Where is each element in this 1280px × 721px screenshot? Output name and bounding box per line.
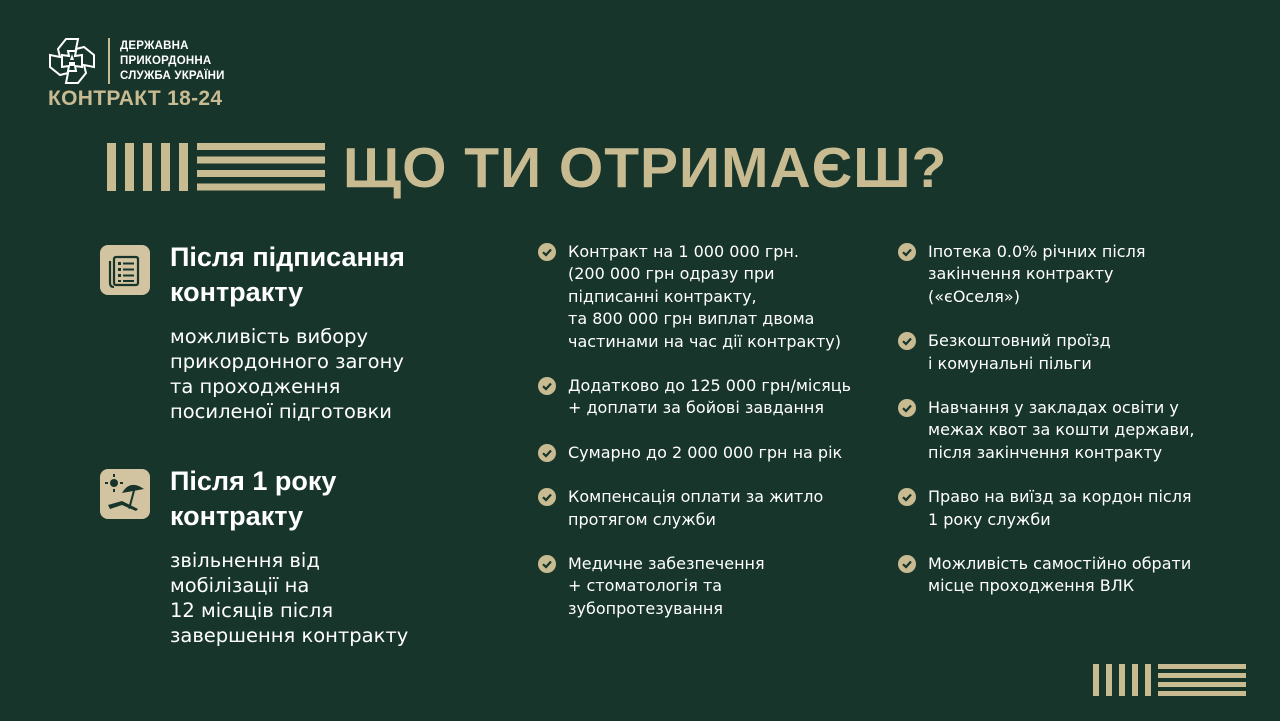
check-circle-icon [898, 243, 916, 261]
footer-horizontal-stripes-icon [1158, 664, 1246, 696]
benefit-line: і комунальні пільги [928, 353, 1092, 373]
feature-icon-box [100, 469, 150, 519]
feature-heading [170, 464, 336, 534]
feature-heading [170, 240, 405, 310]
benefit-line: протягом служби [568, 509, 716, 529]
feature-text-line: звільнення від [170, 549, 320, 572]
benefit-item [538, 375, 878, 420]
feature-text-line: 12 місяців після [170, 599, 334, 622]
feature-heading-line: контракту [170, 501, 304, 531]
org-name-line: СЛУЖБА УКРАЇНИ [120, 70, 225, 82]
check-circle-icon [898, 555, 916, 573]
feature-description [170, 548, 408, 648]
feature-text-line: завершення контракту [170, 624, 409, 647]
benefit-line: (200 000 грн одразу при [568, 264, 775, 284]
check-circle-icon [538, 377, 556, 395]
benefit-line: після закінчення контракту [928, 442, 1163, 462]
feature-text-line: посиленої підготовки [170, 400, 392, 423]
benefit-line: зубопротезування [568, 598, 723, 618]
benefit-line: Навчання у закладах освіти у [928, 398, 1179, 418]
benefit-item [898, 397, 1248, 464]
benefit-line: («єОселя») [928, 286, 1020, 306]
feature-text-line: та проходження [170, 375, 341, 398]
check-circle-icon [898, 488, 916, 506]
benefit-item [898, 553, 1248, 598]
check-circle-icon [898, 399, 916, 417]
benefit-item [538, 241, 878, 353]
benefit-line: Сумарно до 2 000 000 грн на рік [568, 442, 843, 462]
logo-divider [108, 38, 110, 84]
check-circle-icon [538, 488, 556, 506]
benefit-line: частинами на час дії контракту) [568, 331, 842, 351]
document-list-icon [100, 245, 150, 295]
page-title: ЩО ТИ ОТРИМАЄШ? [343, 136, 948, 200]
benefit-line: закінчення контракту [928, 264, 1114, 284]
feature-description [170, 324, 404, 424]
benefit-line: + доплати за бойові завдання [568, 398, 824, 418]
vertical-stripes-icon [107, 143, 189, 191]
benefit-line: підписанні контракту, [568, 286, 757, 306]
check-circle-icon [538, 555, 556, 573]
beach-umbrella-sun-icon [100, 469, 150, 519]
benefit-line: Контракт на 1 000 000 грн. [568, 242, 799, 261]
organization-name [120, 39, 280, 84]
feature-text-line: можливість вибору [170, 325, 369, 348]
benefit-line: 1 року служби [928, 509, 1051, 529]
contract-tag: КОНТРАКТ 18-24 [48, 87, 223, 110]
benefit-line: Можливість самостійно обрати [928, 554, 1192, 574]
feature-text-line: мобілізації на [170, 574, 310, 597]
feature-heading-line: Після підписання [170, 242, 405, 272]
horizontal-stripes-icon [197, 143, 325, 191]
benefit-line: межах квот за кошти держави, [928, 420, 1195, 440]
border-guard-emblem-icon [48, 37, 96, 85]
benefit-item [898, 486, 1248, 531]
check-circle-icon [538, 444, 556, 462]
feature-text-line: прикордонного загону [170, 350, 404, 373]
org-name-line: ДЕРЖАВНА [120, 40, 189, 52]
benefit-line: Компенсація оплати за житло [568, 487, 824, 507]
check-circle-icon [538, 243, 556, 261]
benefit-line: Безкоштовний проїзд [928, 331, 1111, 351]
benefit-line: та 800 000 грн виплат двома [568, 309, 815, 329]
benefit-list [538, 241, 878, 642]
check-circle-icon [898, 332, 916, 350]
benefit-line: Медичне забезпечення [568, 554, 765, 574]
benefit-line: + стоматологія та [568, 576, 723, 596]
benefit-line: Іпотека 0.0% річних після [928, 242, 1146, 261]
benefit-item [538, 486, 878, 531]
benefit-item [538, 553, 878, 620]
benefit-item [538, 442, 878, 464]
benefit-line: Право на виїзд за кордон після [928, 487, 1192, 507]
benefit-line: Додатково до 125 000 грн/місяць [568, 376, 852, 396]
benefit-item [898, 330, 1248, 375]
org-name-line: ПРИКОРДОННА [120, 55, 212, 67]
feature-heading-line: Після 1 року [170, 466, 337, 496]
benefit-list [898, 241, 1248, 620]
benefit-item [898, 241, 1248, 308]
feature-heading-line: контракту [170, 277, 304, 307]
feature-icon-box [100, 245, 150, 295]
benefit-line: місце проходження ВЛК [928, 576, 1135, 596]
footer-vertical-stripes-icon [1093, 664, 1153, 696]
